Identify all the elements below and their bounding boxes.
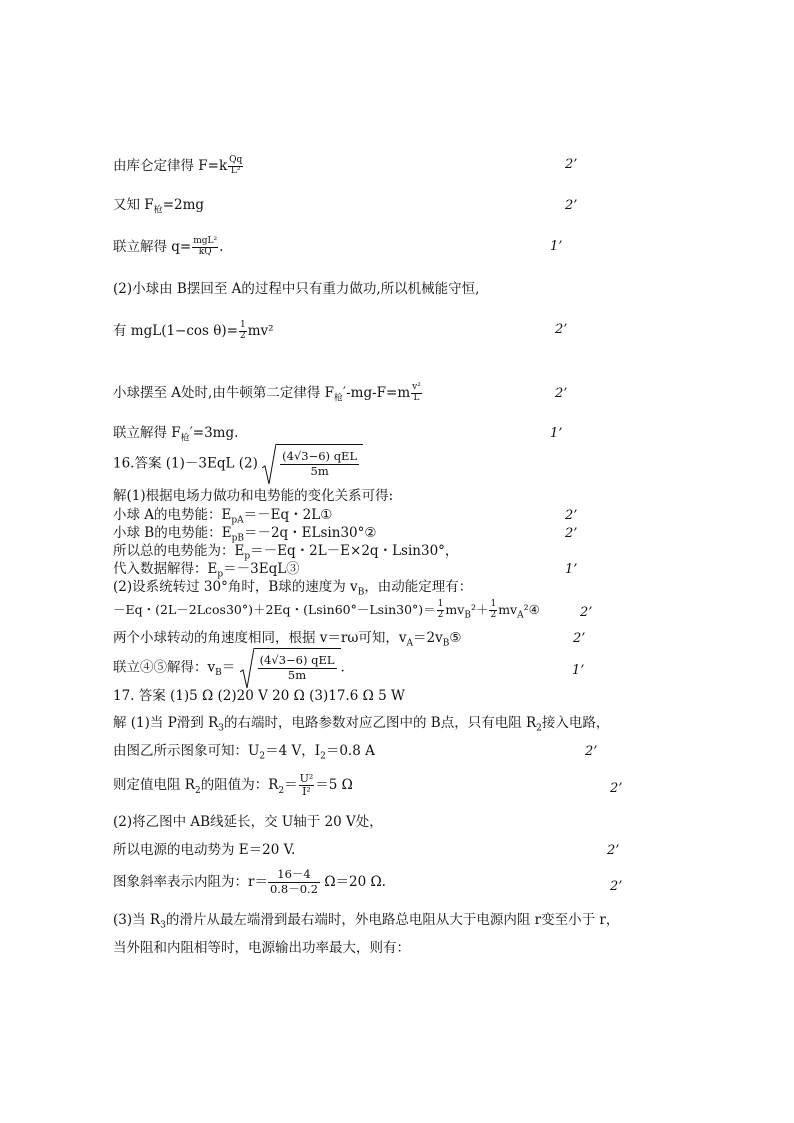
numerator: (4√3−6) qEL xyxy=(282,449,358,464)
line-text: 联立解得 F xyxy=(113,425,181,441)
line-text: ＝－Eq・2L－E×2q・Lsin30°， xyxy=(250,543,459,559)
subscript: 2 xyxy=(278,785,285,796)
answer-heading: 16.答案 (1)－3EqL (2) xyxy=(113,455,258,472)
subscript: p xyxy=(217,569,224,580)
q17-p6 xyxy=(113,868,386,897)
q17-p2 xyxy=(113,745,375,762)
score: 1’ xyxy=(550,239,563,254)
fraction xyxy=(239,321,247,342)
score: 2’ xyxy=(565,526,578,541)
solve-force-line xyxy=(113,427,238,444)
numerator: v² xyxy=(412,382,421,392)
denominator: 2 xyxy=(239,330,246,341)
line-text: ＝4 V，I xyxy=(265,743,321,759)
coulomb-law-line xyxy=(113,156,244,177)
denominator: 2 xyxy=(490,609,497,620)
line-text: ＝－2q・ELsin30°② xyxy=(243,525,377,541)
line-text: mv² xyxy=(247,322,274,339)
line-text: ，由动能定理有： xyxy=(364,579,473,595)
score: 2’ xyxy=(610,879,623,894)
fraction xyxy=(268,868,320,897)
score: 1’ xyxy=(572,663,585,678)
q16-combine xyxy=(113,648,345,688)
subscript: 枪 xyxy=(180,433,190,444)
radical-sign xyxy=(262,444,276,484)
fraction xyxy=(228,156,243,177)
line-text: (2)设系统转过 30°角时，B球的速度为 v xyxy=(113,579,358,595)
line-text: . xyxy=(340,659,345,676)
line-text: ＝－3EqL③ xyxy=(223,561,300,577)
denominator: kQ xyxy=(198,246,212,257)
line-text: 联立④⑤解得：v xyxy=(113,659,216,676)
numerator: mgL² xyxy=(193,236,218,246)
radical-sign xyxy=(240,648,254,688)
score: 2’ xyxy=(565,508,578,523)
denominator: I² xyxy=(302,785,311,799)
line-text: ⑤ xyxy=(449,630,462,646)
solve-q-line xyxy=(113,237,223,258)
subscript: 3 xyxy=(218,723,224,734)
line-text: ′-mg-F=m xyxy=(343,384,411,401)
fraction xyxy=(437,600,445,621)
q16-total xyxy=(113,545,458,562)
line-text: 有 mgL(1−cos θ)= xyxy=(113,322,238,339)
subscript: 2 xyxy=(536,723,542,734)
q16-epB xyxy=(113,527,376,544)
score: 1’ xyxy=(565,562,578,577)
subscript: A xyxy=(406,638,414,649)
line-text: 由图乙所示图象可知：U xyxy=(113,743,260,759)
denominator: 2 xyxy=(437,609,444,620)
subscript: B xyxy=(442,638,450,649)
subscript: 2 xyxy=(320,751,326,762)
line-text: ＝ xyxy=(284,777,298,794)
line-text: mv xyxy=(498,601,518,617)
numerator: Qq xyxy=(229,155,243,165)
line-text: 所以总的电势能为：E xyxy=(113,543,245,559)
line-text: ²＋ xyxy=(470,601,489,617)
subscript: B xyxy=(357,587,365,598)
line-text: 代入数据解得：E xyxy=(113,561,218,577)
line-text: 则定值电阻 R xyxy=(113,777,195,794)
line-text: ＝2v xyxy=(413,630,443,646)
subscript: 3 xyxy=(160,920,166,931)
denominator: 5m xyxy=(287,668,307,682)
score: 2’ xyxy=(580,605,593,620)
line-text: －Eq・(2L－2Lcos30°)＋2Eq・(Lsin60°－Lsin30°)＝ xyxy=(113,601,436,617)
line-text: ＝0.8 A xyxy=(325,743,375,759)
q16-energy-equation xyxy=(113,600,540,621)
numerator: 1 xyxy=(239,320,246,330)
line-text: 解 (1)当 P滑到 R xyxy=(113,715,219,731)
line-text: ＝－Eq・2L① xyxy=(243,507,333,523)
fraction xyxy=(192,237,218,258)
line-text: 小球 A的电势能：E xyxy=(113,507,232,523)
subscript: p xyxy=(244,551,251,562)
line-text: . xyxy=(219,238,224,255)
q17-p5: 所以电源的电动势为 E＝20 V. xyxy=(113,842,296,858)
score: 2’ xyxy=(573,631,586,646)
q17-answer: 17. 答案 (1)5 Ω (2)20 V 20 Ω (3)17.6 Ω 5 W xyxy=(113,688,405,704)
line-text: ＝ xyxy=(221,659,236,676)
fraction xyxy=(411,383,422,404)
line-text: ²④ xyxy=(523,601,540,617)
q17-p7 xyxy=(113,914,619,931)
score: 2’ xyxy=(585,744,598,759)
score: 1’ xyxy=(550,426,563,441)
numerator: U² xyxy=(299,772,314,785)
fraction xyxy=(258,654,337,683)
numerator: 1 xyxy=(437,599,444,609)
subscript: 枪 xyxy=(334,393,344,404)
line-text: 又知 F xyxy=(113,197,154,213)
line-text: 的右端时，电路参数对应乙图中的 B点，只有电阻 R xyxy=(223,715,537,731)
denominator: L² xyxy=(230,165,241,176)
subscript: pB xyxy=(231,533,244,544)
line-text: =2mg xyxy=(162,197,205,213)
numerator: 1 xyxy=(490,599,497,609)
line-text: 的阻值为：R xyxy=(200,777,279,794)
q17-p3 xyxy=(113,773,353,798)
line-text: mv xyxy=(445,601,465,617)
sqrt-expression xyxy=(262,444,363,484)
energy-conservation-line: (2)小球由 B摆回至 A的过程中只有重力做功,所以机械能守恒, xyxy=(113,281,480,297)
line-text: 小球 B的电势能：E xyxy=(113,525,232,541)
q16-angular-velocity xyxy=(113,632,461,649)
q17-p1 xyxy=(113,717,609,734)
fraction xyxy=(489,600,497,621)
q17-p8: 当外阻和内阻相等时，电源输出功率最大，则有： xyxy=(113,940,410,956)
known-force-line xyxy=(113,199,204,216)
fraction xyxy=(299,773,315,798)
numerator: (4√3−6) qEL xyxy=(259,653,335,668)
denominator: L xyxy=(413,392,420,403)
subscript: pA xyxy=(231,515,244,526)
line-text: 接入电路， xyxy=(541,715,610,731)
line-text: 联立解得 q= xyxy=(113,238,192,255)
line-text: 两个小球转动的角速度相同，根据 v＝rω可知，v xyxy=(113,630,407,646)
line-text: 的滑片从最左端滑到最右端时，外电路总电阻从大于电源内阻 r变至小于 r， xyxy=(165,912,620,928)
energy-equation-line xyxy=(113,321,274,342)
line-text: 小球摆至 A处时,由牛顿第二定律得 F xyxy=(113,384,334,401)
score: 2’ xyxy=(610,781,623,796)
sqrt-expression xyxy=(240,648,341,688)
score: 2’ xyxy=(555,386,568,401)
q16-sub-in xyxy=(113,563,300,580)
q16-epA xyxy=(113,509,332,526)
line-text: 由库仑定律得 F=k xyxy=(113,157,228,174)
score: 2’ xyxy=(565,198,578,213)
score: 2’ xyxy=(607,843,620,858)
score: 2’ xyxy=(565,157,578,172)
line-text: ＝5 Ω xyxy=(315,777,353,794)
newton-second-law-line xyxy=(113,383,423,404)
q16-intro: 解(1)根据电场力做功和电势能的变化关系可得: xyxy=(113,488,394,504)
line-text: 图象斜率表示内阻为：r＝ xyxy=(113,873,268,890)
q16-part2 xyxy=(113,581,472,598)
denominator: 0.8－0.2 xyxy=(269,881,319,896)
subscript: 2 xyxy=(194,785,201,796)
subscript: B xyxy=(464,610,471,621)
score: 2’ xyxy=(555,322,568,337)
subscript: B xyxy=(215,668,222,679)
subscript: 枪 xyxy=(153,205,163,216)
line-text: ′=3mg. xyxy=(189,425,239,441)
numerator: 16－4 xyxy=(268,868,320,883)
subscript: 2 xyxy=(259,751,266,762)
subscript: A xyxy=(517,610,524,621)
q16-answer xyxy=(113,444,363,484)
denominator: 5m xyxy=(310,464,329,478)
q17-p4: (2)将乙图中 AB线延长，交 U轴于 20 V处， xyxy=(113,814,383,830)
line-text: (3)当 R xyxy=(113,912,161,928)
fraction xyxy=(280,450,359,479)
line-text: Ω＝20 Ω. xyxy=(320,873,386,890)
